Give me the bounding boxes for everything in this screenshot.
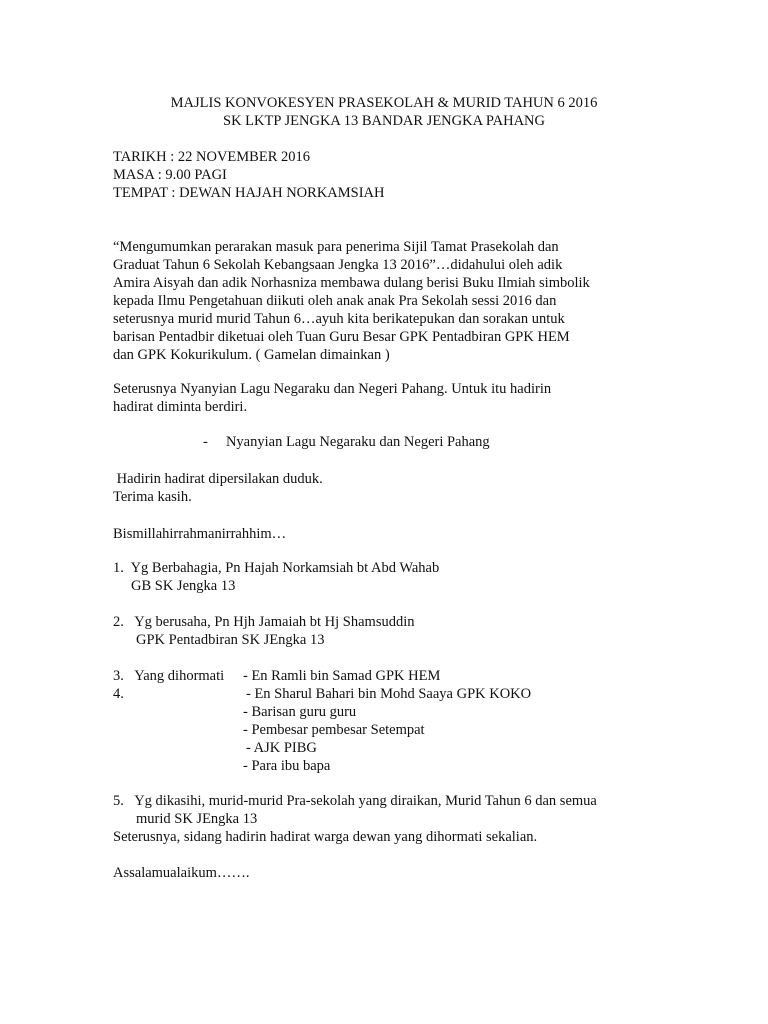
event-time: MASA : 9.00 PAGI: [113, 167, 227, 183]
greeting-5-line-2: murid SK JEngka 13: [136, 811, 258, 827]
greeting-1-line-1: 1. Yg Berbahagia, Pn Hajah Norkamsiah bt Abd Wahab: [113, 560, 440, 576]
greeting-list-item: - Para ibu bapa: [243, 758, 331, 774]
greeting-2-line-2: GPK Pentadbiran SK JEngka 13: [136, 632, 325, 648]
title-line-2: SK LKTP JENGKA 13 BANDAR JENGKA PAHANG: [223, 113, 545, 129]
announcement-line: dan GPK Kokurikulum. ( Gamelan dimainkan ): [113, 347, 390, 363]
greeting-2-line-1: 2. Yg berusaha, Pn Hjh Jamaiah bt Hj Shamsuddin: [113, 614, 415, 630]
announcement-paragraph: [113, 238, 653, 364]
announcement-line: Graduat Tahun 6 Sekolah Kebangsaan Jengka 13 2016”…didahului oleh adik: [113, 257, 563, 273]
announcement-line: “Mengumumkan perarakan masuk para penerima Sijil Tamat Prasekolah dan: [113, 239, 559, 255]
greeting-4-label: 4.: [113, 686, 124, 702]
greeting-list-item: - En Ramli bin Samad GPK HEM: [243, 668, 441, 684]
announcement-line: Amira Aisyah dan adik Norhasniza membawa dulang berisi Buku Ilmiah simbolik: [113, 275, 590, 291]
greeting-list-item: - En Sharul Bahari bin Mohd Saaya GPK KOKO: [246, 686, 532, 702]
sit-down-line: Hadirin hadirat dipersilakan duduk.: [113, 471, 323, 487]
greeting-1-line-2: GB SK Jengka 13: [131, 578, 236, 594]
bismillah-line: Bismillahirrahmanirrahhim…: [113, 526, 287, 542]
title-line-1: MAJLIS KONVOKESYEN PRASEKOLAH & MURID TAHUN 6 2016: [170, 95, 598, 111]
announcement-line: kepada Ilmu Pengetahuan diikuti oleh anak anak Pra Sekolah sessi 2016 dan: [113, 293, 557, 309]
event-venue: TEMPAT : DEWAN HAJAH NORKAMSIAH: [113, 185, 385, 201]
announcement-line: seterusnya murid murid Tahun 6…ayuh kita berikatepukan dan sorakan untuk: [113, 311, 565, 327]
closing-line: Seterusnya, sidang hadirin hadirat warga dewan yang dihormati sekalian.: [113, 829, 538, 845]
greeting-list-item: - Pembesar pembesar Setempat: [243, 722, 425, 738]
thanks-line: Terima kasih.: [113, 489, 192, 505]
greeting-5-line-1: 5. Yg dikasihi, murid-murid Pra-sekolah yang diraikan, Murid Tahun 6 dan semua: [113, 793, 597, 809]
anthem-intro-line: Seterusnya Nyanyian Lagu Negaraku dan Negeri Pahang. Untuk itu hadirin: [113, 381, 552, 397]
greeting-3-label: 3. Yang dihormati: [113, 668, 225, 684]
anthem-item: - Nyanyian Lagu Negaraku dan Negeri Pahang: [203, 434, 490, 450]
salam-line: Assalamualaikum…….: [113, 865, 250, 881]
anthem-intro-paragraph: [113, 380, 653, 416]
greeting-list-item: - Barisan guru guru: [243, 704, 357, 720]
event-date: TARIKH : 22 NOVEMBER 2016: [113, 149, 311, 165]
anthem-intro-line: hadirat diminta berdiri.: [113, 399, 248, 415]
greeting-list-item: - AJK PIBG: [246, 740, 317, 756]
announcement-line: barisan Pentadbir diketuai oleh Tuan Guru Besar GPK Pentadbiran GPK HEM: [113, 329, 570, 345]
